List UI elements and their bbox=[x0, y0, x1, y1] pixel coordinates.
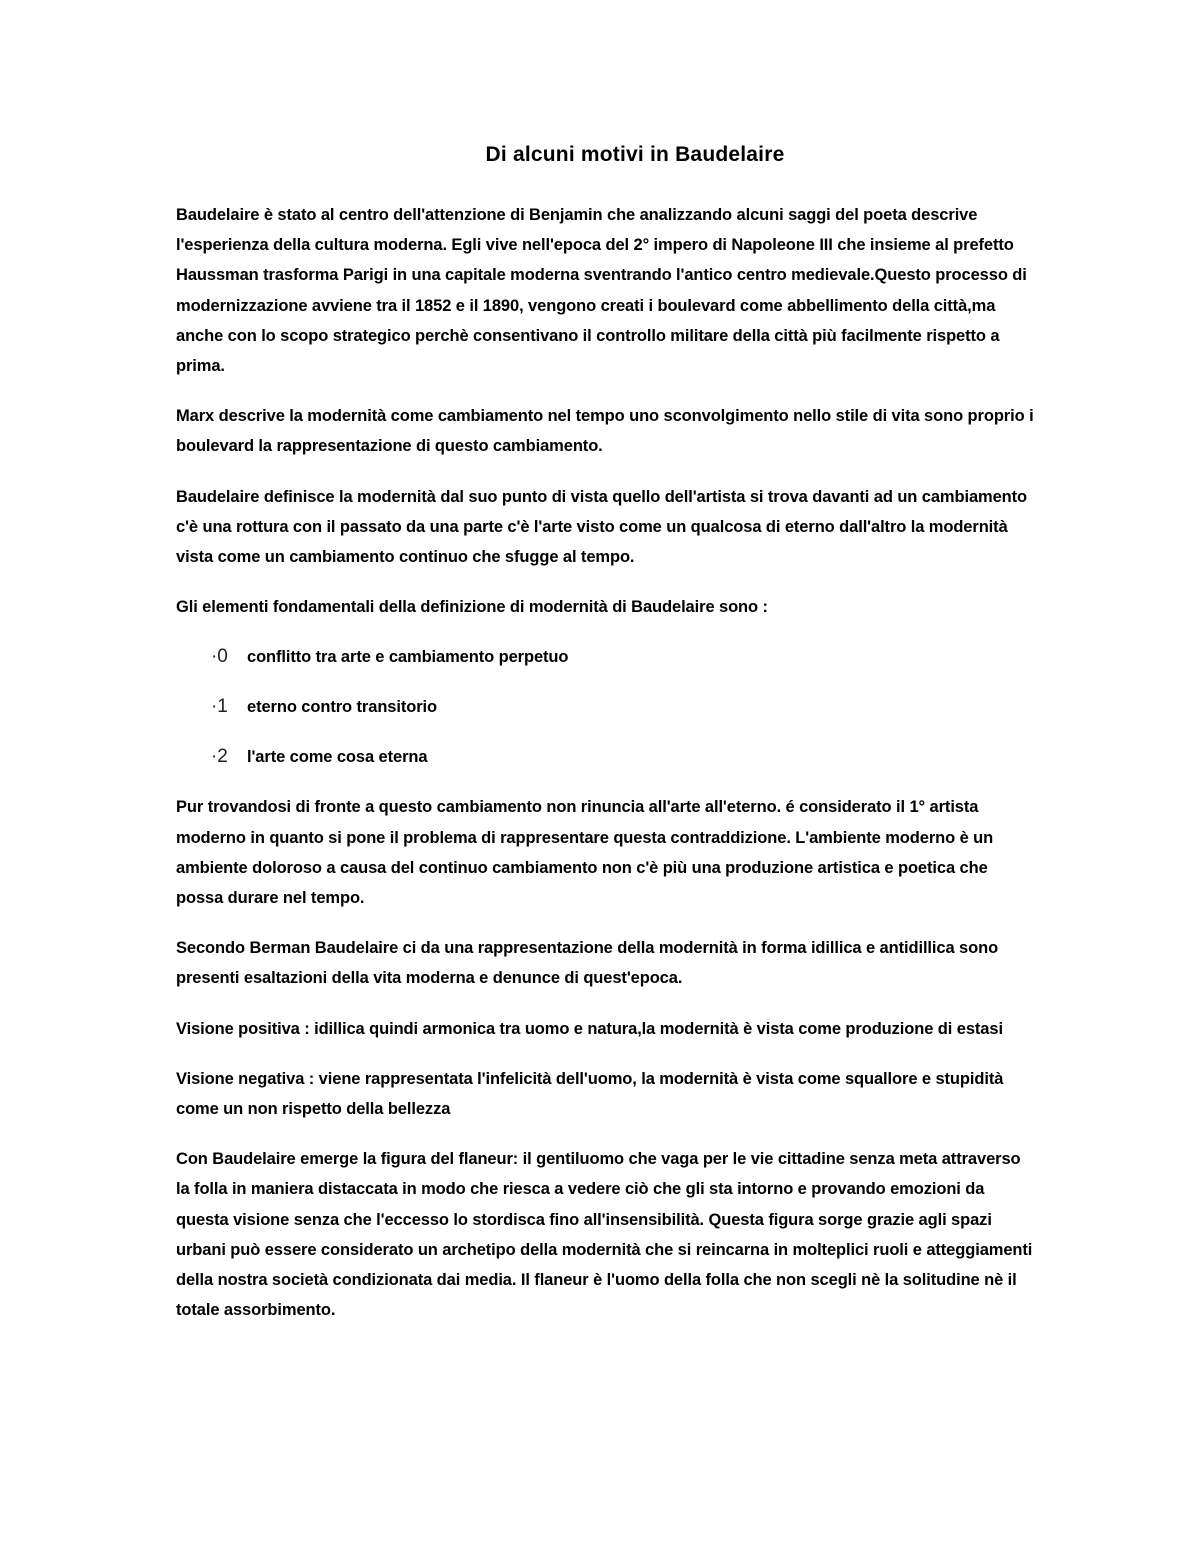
paragraph-elements-intro: Gli elementi fondamentali della definizione di modernità di Baudelaire sono : bbox=[176, 598, 768, 617]
document-body bbox=[176, 200, 1036, 1345]
list-item bbox=[211, 692, 1036, 722]
paragraph-benjamin: Baudelaire è stato al centro dell'attenzione di Benjamin che analizzando alcuni saggi del poeta descrive l'esperienza della cultura moderna. Egli vive nell'epoca del 2° impero di Napoleone III che insieme al prefetto Haussman trasforma Parigi in una capitale moderna sventrando l'antico centro medievale.Questo processo di modernizzazione avviene tra il 1852 e il 1890, vengono creati i boulevard come abbellimento della città,ma anche con lo scopo strategico perchè consentivano il controllo militare della città più facilmente rispetto a prima. bbox=[176, 206, 1027, 376]
document-title: Di alcuni motivi in Baudelaire bbox=[485, 143, 785, 166]
list-bullet: ·1 bbox=[211, 696, 228, 718]
list-item-text: eterno contro transitorio bbox=[247, 698, 438, 717]
list-item-text: l'arte come cosa eterna bbox=[247, 748, 428, 767]
paragraph-definition: Baudelaire definisce la modernità dal suo punto di vista quello dell'artista si trova davanti ad un cambiamento c'è una rottura con il passato da una parte c'è l'arte visto come un qualcosa di eterno dall'altro la modernità vista come un cambiamento continuo che sfugge al tempo. bbox=[176, 487, 1028, 567]
paragraph-negative-vision: Visione negativa : viene rappresentata l'infelicità dell'uomo, la modernità è vista come squallore e stupidità come un non rispetto della bellezza bbox=[176, 1069, 1004, 1119]
list-item-text: conflitto tra arte e cambiamento perpetuo bbox=[247, 648, 569, 667]
paragraph-positive-vision: Visione positiva : idillica quindi armonica tra uomo e natura,la modernità è vista come produzione di estasi bbox=[176, 1019, 1003, 1038]
paragraph-flaneur: Con Baudelaire emerge la figura del flaneur: il gentiluomo che vaga per le vie cittadine senza meta attraverso la folla in maniera distaccata in modo che riesca a vedere ciò che gli sta intorno e provando emozioni da questa visione senza che l'eccesso lo stordisca fino all'insensibilità. Questa figura sorge grazie agli spazi urbani può essere considerato un archetipo della modernità che si reincarna in molteplici ruoli e atteggiamenti della nostra società condizionata dai media. Il flaneur è l'uomo della folla che non scegli nè la solitudine nè il totale assorbimento. bbox=[176, 1150, 1033, 1320]
list-item bbox=[211, 642, 1036, 672]
elements-list bbox=[176, 642, 1036, 772]
paragraph-marx: Marx descrive la modernità come cambiamento nel tempo uno sconvolgimento nello stile di vita sono proprio i boulevard la rappresentazione di questo cambiamento. bbox=[176, 407, 1034, 456]
paragraph-berman: Secondo Berman Baudelaire ci da una rappresentazione della modernità in forma idillica e antidillica sono presenti esaltazioni della vita moderna e denunce di quest'epoca. bbox=[176, 939, 999, 988]
list-bullet: ·0 bbox=[211, 646, 228, 668]
list-item bbox=[211, 742, 1036, 772]
list-bullet: ·2 bbox=[211, 746, 228, 768]
paragraph-contradiction: Pur trovandosi di fronte a questo cambiamento non rinuncia all'arte all'eterno. é considerato il 1° artista moderno in quanto si pone il problema di rappresentare questa contraddizione. L'ambiente moderno è un ambiente doloroso a causa del continuo cambiamento non c'è più una produzione artistica e poetica che possa durare nel tempo. bbox=[176, 798, 994, 908]
